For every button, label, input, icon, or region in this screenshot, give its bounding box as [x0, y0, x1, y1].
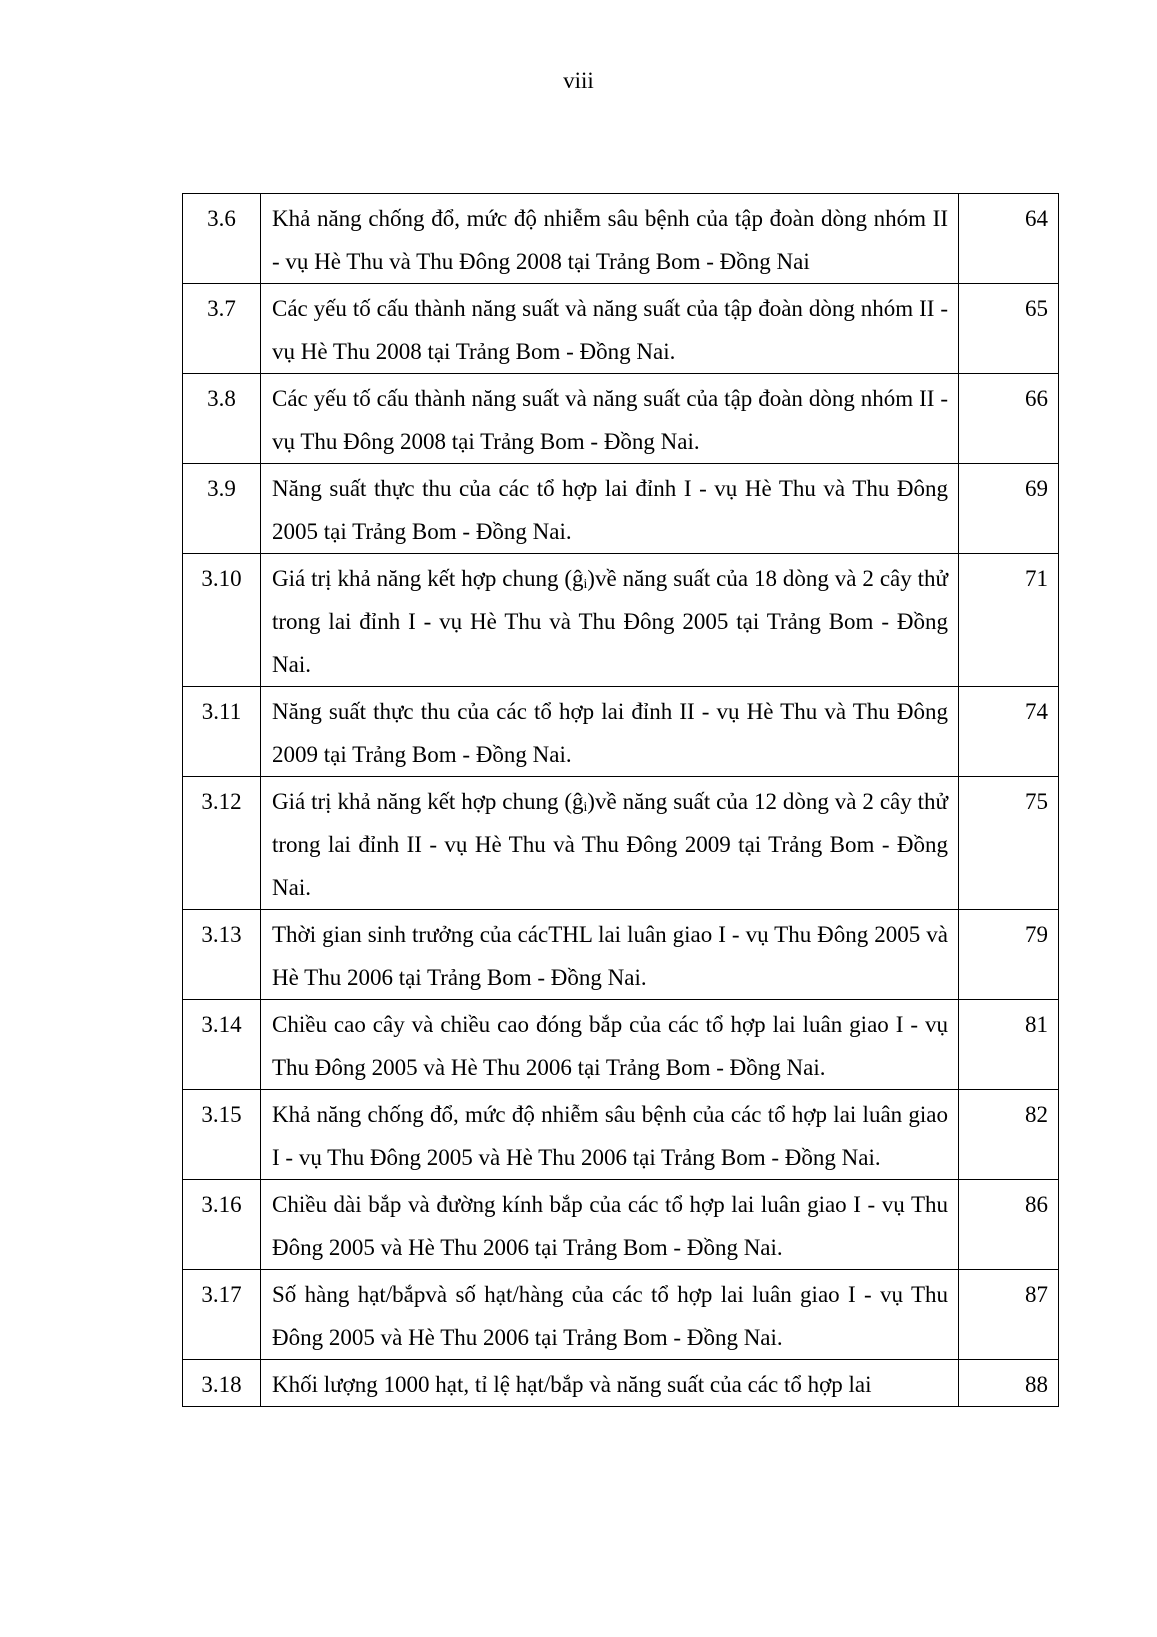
- page-ref: 71: [959, 554, 1059, 687]
- table-row: [183, 1180, 1059, 1270]
- page-ref: 66: [959, 374, 1059, 464]
- table-title: Các yếu tố cấu thành năng suất và năng suất của tập đoàn dòng nhóm II - vụ Thu Đông 2008 tại Trảng Bom - Đồng Nai.: [261, 374, 959, 464]
- table-row: [183, 1000, 1059, 1090]
- page-ref: 79: [959, 910, 1059, 1000]
- page-ref: 74: [959, 687, 1059, 777]
- page-ref: 81: [959, 1000, 1059, 1090]
- table-number: 3.15: [183, 1090, 261, 1180]
- page-number: viii: [563, 68, 594, 93]
- page-ref: 64: [959, 194, 1059, 284]
- table-title: Năng suất thực thu của các tổ hợp lai đỉnh II - vụ Hè Thu và Thu Đông 2009 tại Trảng Bom - Đồng Nai.: [261, 687, 959, 777]
- table-title: Khả năng chống đổ, mức độ nhiễm sâu bệnh của các tổ hợp lai luân giao I - vụ Thu Đông 2005 và Hè Thu 2006 tại Trảng Bom - Đồng Nai.: [261, 1090, 959, 1180]
- table-row: [183, 1090, 1059, 1180]
- table-title: Năng suất thực thu của các tổ hợp lai đỉnh I - vụ Hè Thu và Thu Đông 2005 tại Trảng Bom - Đồng Nai.: [261, 464, 959, 554]
- table-title: Chiều dài bắp và đường kính bắp của các tổ hợp lai luân giao I - vụ Thu Đông 2005 và Hè Thu 2006 tại Trảng Bom - Đồng Nai.: [261, 1180, 959, 1270]
- table-title: Chiều cao cây và chiều cao đóng bắp của các tổ hợp lai luân giao I - vụ Thu Đông 2005 và Hè Thu 2006 tại Trảng Bom - Đồng Nai.: [261, 1000, 959, 1090]
- table-row: [183, 194, 1059, 284]
- page-ref: 86: [959, 1180, 1059, 1270]
- table-row: [183, 1270, 1059, 1360]
- table-number: 3.18: [183, 1360, 261, 1407]
- table-row: [183, 777, 1059, 910]
- table-title: Giá trị khả năng kết hợp chung (ĝᵢ)về năng suất của 12 dòng và 2 cây thử trong lai đỉnh II - vụ Hè Thu và Thu Đông 2009 tại Trảng Bom - Đồng Nai.: [261, 777, 959, 910]
- table-number: 3.10: [183, 554, 261, 687]
- table-row: [183, 464, 1059, 554]
- table-number: 3.11: [183, 687, 261, 777]
- table-row: [183, 374, 1059, 464]
- table-title: Giá trị khả năng kết hợp chung (ĝᵢ)về năng suất của 18 dòng và 2 cây thử trong lai đỉnh I - vụ Hè Thu và Thu Đông 2005 tại Trảng Bom - Đồng Nai.: [261, 554, 959, 687]
- page-ref: 82: [959, 1090, 1059, 1180]
- table-title: Thời gian sinh trưởng của cácTHL lai luân giao I - vụ Thu Đông 2005 và Hè Thu 2006 tại Trảng Bom - Đồng Nai.: [261, 910, 959, 1000]
- table-title: Số hàng hạt/bắpvà số hạt/hàng của các tổ hợp lai luân giao I - vụ Thu Đông 2005 và Hè Thu 2006 tại Trảng Bom - Đồng Nai.: [261, 1270, 959, 1360]
- table-title: Khả năng chống đổ, mức độ nhiễm sâu bệnh của tập đoàn dòng nhóm II - vụ Hè Thu và Thu Đông 2008 tại Trảng Bom - Đồng Nai: [261, 194, 959, 284]
- table-number: 3.6: [183, 194, 261, 284]
- table-title: Khối lượng 1000 hạt, tỉ lệ hạt/bắp và năng suất của các tổ hợp lai: [261, 1360, 959, 1407]
- table-row: [183, 554, 1059, 687]
- table-number: 3.9: [183, 464, 261, 554]
- page-ref: 65: [959, 284, 1059, 374]
- table-row: [183, 687, 1059, 777]
- page-ref: 69: [959, 464, 1059, 554]
- page-ref: 75: [959, 777, 1059, 910]
- table-number: 3.17: [183, 1270, 261, 1360]
- list-of-tables: [182, 193, 1059, 1407]
- table-number: 3.8: [183, 374, 261, 464]
- table-number: 3.12: [183, 777, 261, 910]
- table-number: 3.7: [183, 284, 261, 374]
- table-row: [183, 284, 1059, 374]
- page-ref: 87: [959, 1270, 1059, 1360]
- page-ref: 88: [959, 1360, 1059, 1407]
- table-number: 3.16: [183, 1180, 261, 1270]
- table-row: [183, 910, 1059, 1000]
- table-row: [183, 1360, 1059, 1407]
- table-number: 3.14: [183, 1000, 261, 1090]
- table-title: Các yếu tố cấu thành năng suất và năng suất của tập đoàn dòng nhóm II - vụ Hè Thu 2008 tại Trảng Bom - Đồng Nai.: [261, 284, 959, 374]
- table-number: 3.13: [183, 910, 261, 1000]
